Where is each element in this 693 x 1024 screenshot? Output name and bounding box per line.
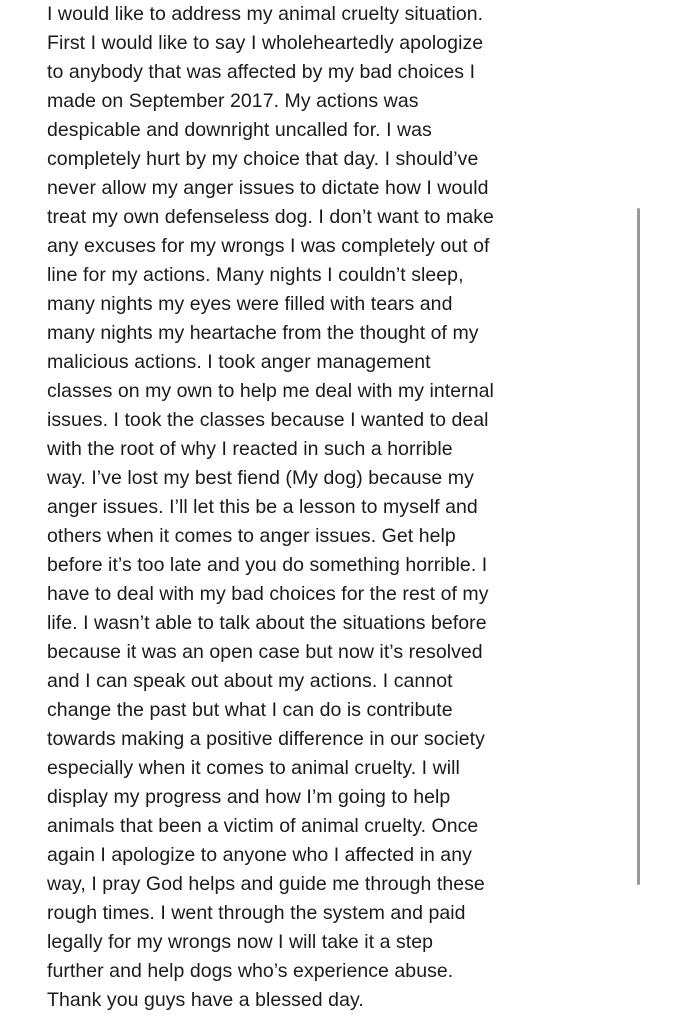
text-line: others when it comes to anger issues. Get help <box>47 525 456 547</box>
text-line: First I would like to say I wholeheartedly apologize <box>47 32 484 54</box>
text-line: I would like to address my animal cruelty situation. <box>47 3 484 25</box>
text-line: way. I’ve lost my best fiend (My dog) because my <box>47 467 474 489</box>
text-line: never allow my anger issues to dictate how I would <box>47 177 489 199</box>
text-line: completely hurt by my choice that day. I should’ve <box>47 148 479 170</box>
text-line: especially when it comes to animal cruelty. I will <box>47 757 460 779</box>
text-line: display my progress and how I’m going to help <box>47 786 451 808</box>
text-line: classes on my own to help me deal with my internal <box>47 380 494 402</box>
text-line: malicious actions. I took anger management <box>47 351 431 373</box>
text-line: way, I pray God helps and guide me through these <box>47 873 485 895</box>
text-line: anger issues. I’ll let this be a lesson to myself and <box>47 496 478 518</box>
text-line: treat my own defenseless dog. I don’t want to make <box>47 206 494 228</box>
text-line: line for my actions. Many nights I couldn’t sleep, <box>47 264 464 286</box>
vertical-scrollbar[interactable] <box>637 208 640 885</box>
text-line: issues. I took the classes because I wanted to deal <box>47 409 489 431</box>
text-line: life. I wasn’t able to talk about the situations before <box>47 612 487 634</box>
text-line: before it’s too late and you do something horrible. I <box>47 554 488 576</box>
text-line: made on September 2017. My actions was <box>47 90 419 112</box>
text-line: have to deal with my bad choices for the rest of my <box>47 583 489 605</box>
text-line: further and help dogs who’s experience abuse. <box>47 960 454 982</box>
text-line: despicable and downright uncalled for. I was <box>47 119 432 141</box>
text-line: because it was an open case but now it’s resolved <box>47 641 483 663</box>
text-line: Thank you guys have a blessed day. <box>47 989 364 1011</box>
text-line: animals that been a victim of animal cruelty. Once <box>47 815 479 837</box>
text-line: any excuses for my wrongs I was completely out of <box>47 235 490 257</box>
text-line: to anybody that was affected by my bad choices I <box>47 61 476 83</box>
text-line: legally for my wrongs now I will take it a step <box>47 931 433 953</box>
text-line: towards making a positive difference in our society <box>47 728 485 750</box>
text-line: many nights my eyes were filled with tears and <box>47 293 453 315</box>
text-line: many nights my heartache from the thought of my <box>47 322 479 344</box>
text-line: and I can speak out about my actions. I cannot <box>47 670 453 692</box>
text-line: change the past but what I can do is contribute <box>47 699 453 721</box>
text-line: again I apologize to anyone who I affected in any <box>47 844 472 866</box>
text-line: rough times. I went through the system and paid <box>47 902 466 924</box>
text-line: with the root of why I reacted in such a horrible <box>47 438 453 460</box>
